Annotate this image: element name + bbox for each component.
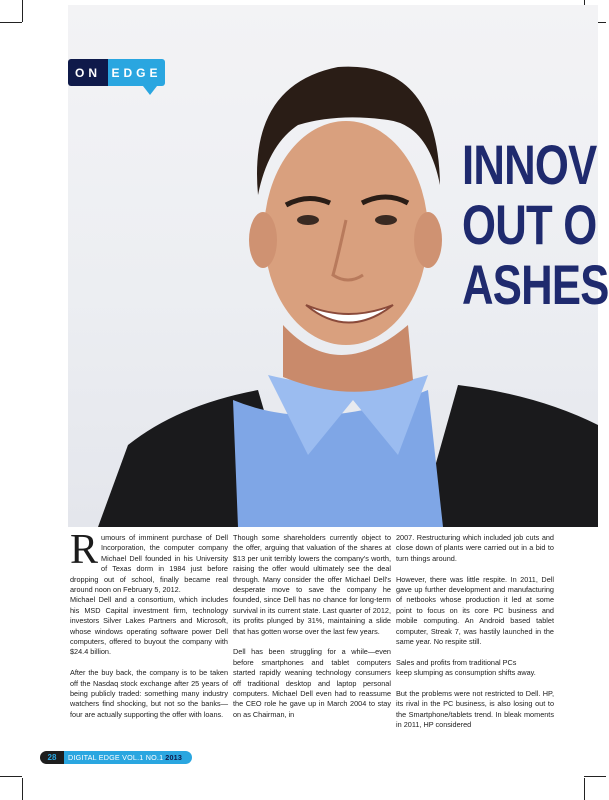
paragraph-text: Michael Dell and a consortium, which includes his MSD Capital investment firm, technology investors Silver Lakes Partners and Microsoft, whose windows operating software power Dell computers, offered to buyout the company with $24.4 billion.	[70, 595, 228, 657]
page-folio	[40, 751, 192, 764]
section-badge	[68, 59, 165, 86]
page-number: 28	[40, 751, 64, 764]
article-column-2	[233, 533, 391, 731]
magazine-strip	[64, 751, 192, 764]
paragraph: After the buy back, the company is to be taken off the Nasdaq stock exchange after 25 years of being publicly traded: something many industry watchers find shocking, but not so the banks—four are actually supporting the offer with loans.	[70, 668, 228, 719]
badge-edge: EDGE	[108, 59, 165, 86]
paragraph	[396, 658, 554, 679]
issue-year: 2013	[165, 753, 183, 762]
paragraph: Dell has been struggling for a while—even before smartphones and tablet computers started rapidly weaning technology consumers off traditional desktop and laptop personal computers. Michael Dell even had to reassume the CEO role he gave up in March 2004 to stay on as Chairman, in	[233, 647, 391, 719]
paragraph-text: Sales and profits from traditional PCs	[396, 657, 517, 667]
crop-mark	[22, 778, 23, 800]
paragraph-text: umours of imminent purchase of Dell Incorporation, the computer company Michael Dell founded in his University of Texas dorm in 1984 just before dropping out of school, finally became real around noon on February 5, 2012.	[70, 533, 228, 595]
paragraph-text: keep slumping as consumption shifts away.	[396, 668, 536, 678]
crop-mark	[22, 0, 23, 22]
badge-pointer	[143, 86, 157, 95]
paragraph: However, there was little respite. In 2011, Dell gave up further development and manufacturing of netbooks whose production it led at some point to focus on its core PC business and mobile computing. An Android based tablet computer, Streak 7, was hastily launched in the same year. No respite still.	[396, 574, 554, 647]
crop-mark	[0, 776, 22, 777]
crop-mark	[0, 22, 22, 23]
headline-line-3: ASHES	[462, 253, 609, 316]
paragraph: Though some shareholders currently object to the offer, arguing that valuation of the shares at $13 per unit terribly lowers the company's worth, raising the offer would ultimately see the deal through. Many consider the offer Michael Dell's desperate move to save the company he founded, since Dell has no chance for long-term survival in its current state. Last quarter of 2012, its profits plunged by 31%, maintaining a slide that has gotten worse over the last few years.	[233, 533, 391, 636]
article-column-1	[70, 527, 228, 731]
headline-line-1: INNOV	[462, 133, 597, 196]
article-column-3	[396, 533, 554, 741]
crop-mark	[584, 776, 606, 777]
paragraph: 2007. Restructuring which included job cuts and close down of plants were carried out in a bid to turn things around.	[396, 533, 554, 563]
crop-mark	[584, 778, 585, 800]
magazine-name: DIGITAL EDGE VOL.1 NO.1	[68, 753, 164, 762]
drop-cap: R	[70, 527, 99, 573]
headline-line-2: OUT O	[462, 193, 597, 256]
paragraph	[70, 527, 228, 658]
headline	[462, 133, 609, 316]
badge-on: ON	[68, 59, 108, 86]
paragraph: But the problems were not restricted to Dell. HP, its rival in the PC business, is also losing out to the Smartphone/tablets trend. In bleak moments in 2011, HP considered	[396, 689, 554, 730]
